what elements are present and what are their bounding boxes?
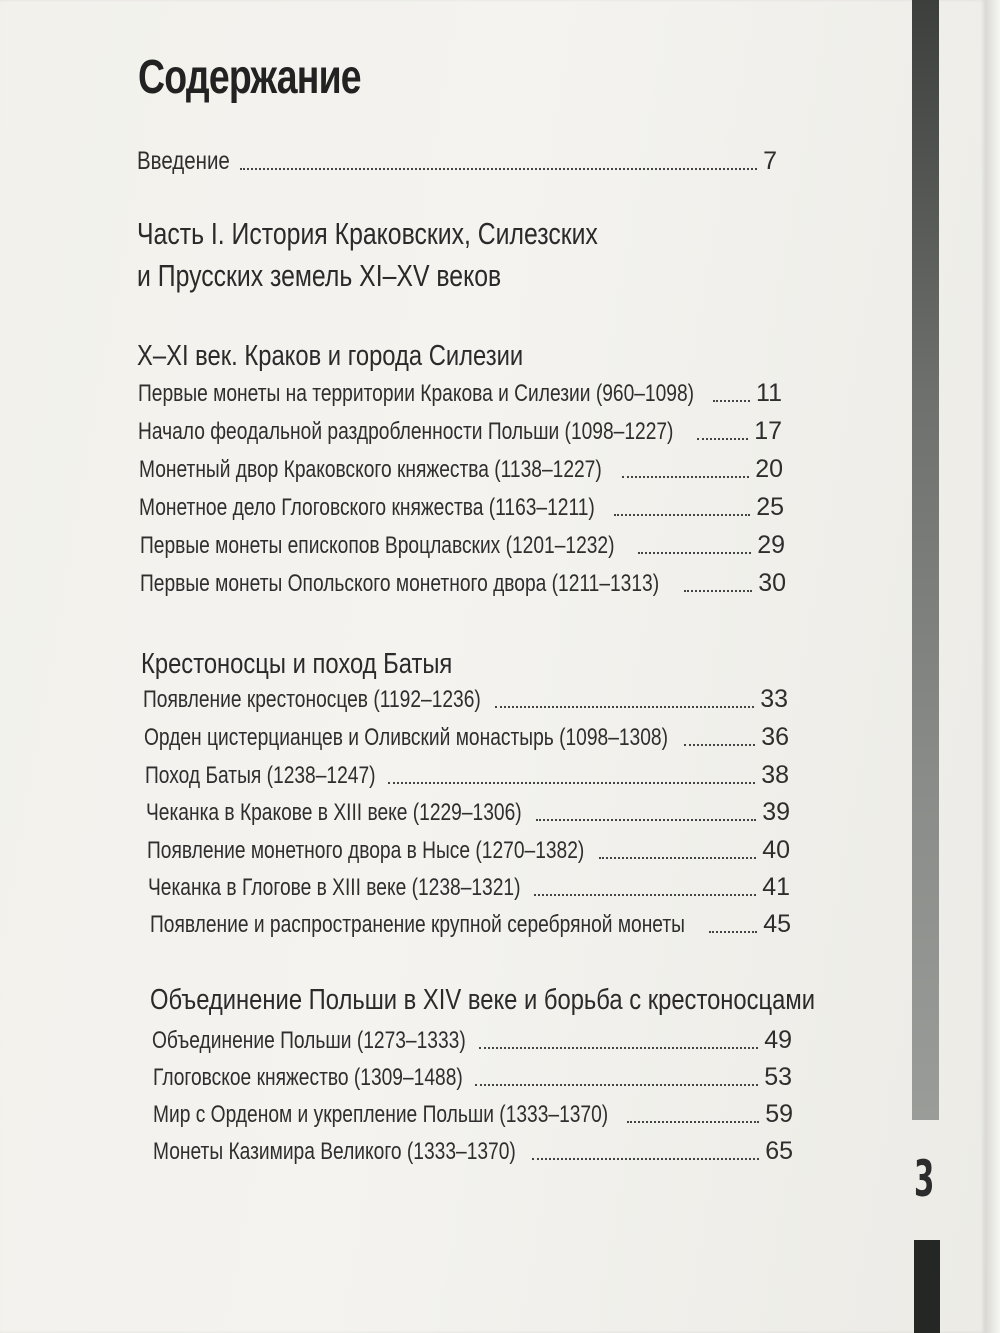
entry-page: 17 (754, 417, 782, 445)
toc-entry (153, 1058, 792, 1092)
entry-label: Начало феодальной раздробленности Польши (1098–1227) (138, 418, 674, 445)
leader-dots (534, 893, 757, 896)
toc-entry (153, 1095, 793, 1129)
leader-dots (536, 818, 757, 821)
entry-label: Введение (137, 147, 230, 175)
entry-label: Появление монетного двора в Нысе (1270–1382) (147, 837, 585, 864)
entry-label: Первые монеты Опольского монетного двора (1211–1313) (140, 570, 660, 597)
leader-dots (709, 930, 758, 933)
leader-dots (614, 513, 750, 516)
entry-page: 45 (763, 910, 791, 938)
toc-entry (145, 756, 789, 790)
entry-page: 49 (764, 1026, 792, 1054)
leader-dots (475, 1083, 758, 1086)
entry-label: Монеты Казимира Великого (1333–1370) (153, 1138, 516, 1165)
entry-page: 38 (761, 761, 789, 789)
toc-entry (144, 718, 789, 752)
entry-page: 33 (760, 685, 788, 713)
entry-label: Появление и распространение крупной серебряной монеты (150, 911, 685, 938)
toc-entry (139, 450, 783, 484)
toc-entry (140, 564, 786, 598)
leader-dots (684, 589, 752, 592)
toc-entry (143, 680, 788, 714)
entry-page: 59 (765, 1100, 793, 1128)
entry-page: 29 (757, 531, 785, 559)
entry-label: Появление крестоносцев (1192–1236) (143, 686, 481, 713)
entry-page: 36 (761, 723, 789, 751)
entry-page: 65 (765, 1137, 793, 1165)
part-heading-line1: Часть I. История Краковских, Силезских (137, 216, 598, 251)
entry-label: Монетное дело Глоговского княжества (1163–1211) (139, 494, 595, 521)
section-heading: Крестоносцы и поход Батыя (141, 648, 453, 680)
entry-page: 20 (755, 455, 783, 483)
toc-entry (138, 374, 782, 408)
leader-dots (495, 705, 754, 708)
leader-dots (684, 743, 755, 746)
toc-entry (140, 526, 785, 560)
leader-dots (532, 1157, 760, 1160)
entry-page: 40 (762, 836, 790, 864)
entry-label: Орден цистерцианцев и Оливский монастырь (1098–1308) (144, 724, 668, 751)
entry-page: 11 (756, 379, 782, 407)
entry-label: Чеканка в Глогове в XIII веке (1238–1321) (148, 874, 521, 901)
leader-dots (479, 1046, 758, 1049)
toc-entry (153, 1132, 793, 1166)
toc-entry (152, 1021, 792, 1055)
entry-label: Первые монеты епископов Вроцлавских (1201–1232) (140, 532, 615, 559)
section-heading: X–XI век. Краков и города Силезии (137, 340, 524, 372)
entry-label: Монетный двор Краковского княжества (1138–1227) (139, 456, 602, 483)
entry-label: Первые монеты на территории Кракова и Силезии (960–1098) (138, 380, 695, 407)
entry-page: 53 (764, 1063, 792, 1091)
entry-label: Поход Батыя (1238–1247) (145, 762, 376, 789)
entry-page: 41 (762, 873, 790, 901)
leader-dots (599, 856, 757, 859)
toc-entry (146, 793, 790, 827)
leader-dots (713, 399, 750, 402)
entry-page: 7 (763, 147, 777, 175)
toc-entry (139, 488, 784, 522)
toc-entry (148, 868, 790, 902)
leader-dots (388, 781, 755, 784)
leader-dots (638, 551, 751, 554)
toc-entry (138, 412, 782, 446)
leader-dots (622, 475, 749, 478)
entry-label: Чеканка в Кракове в XIII веке (1229–1306) (146, 799, 522, 826)
entry-page: 25 (756, 493, 784, 521)
entry-label: Мир с Орденом и укрепление Польши (1333–1370) (153, 1101, 609, 1128)
toc-entry-intro (137, 142, 777, 176)
page-title: Содержание (138, 51, 361, 104)
entry-label: Глоговское княжество (1309–1488) (153, 1064, 463, 1091)
toc-entry (147, 831, 790, 865)
part-heading-line2: и Прусских земель XI–XV веков (137, 258, 502, 293)
entry-page: 39 (762, 798, 790, 826)
entry-page: 30 (758, 569, 786, 597)
leader-dots (697, 437, 748, 440)
section-heading: Объединение Польши в XIV веке и борьба с крестоносцами (150, 984, 816, 1016)
entry-label: Объединение Польши (1273–1333) (152, 1027, 466, 1054)
leader-dots (240, 167, 757, 170)
page-number: 3 (914, 1150, 935, 1208)
leader-dots (627, 1120, 759, 1123)
toc-entry (150, 905, 791, 939)
